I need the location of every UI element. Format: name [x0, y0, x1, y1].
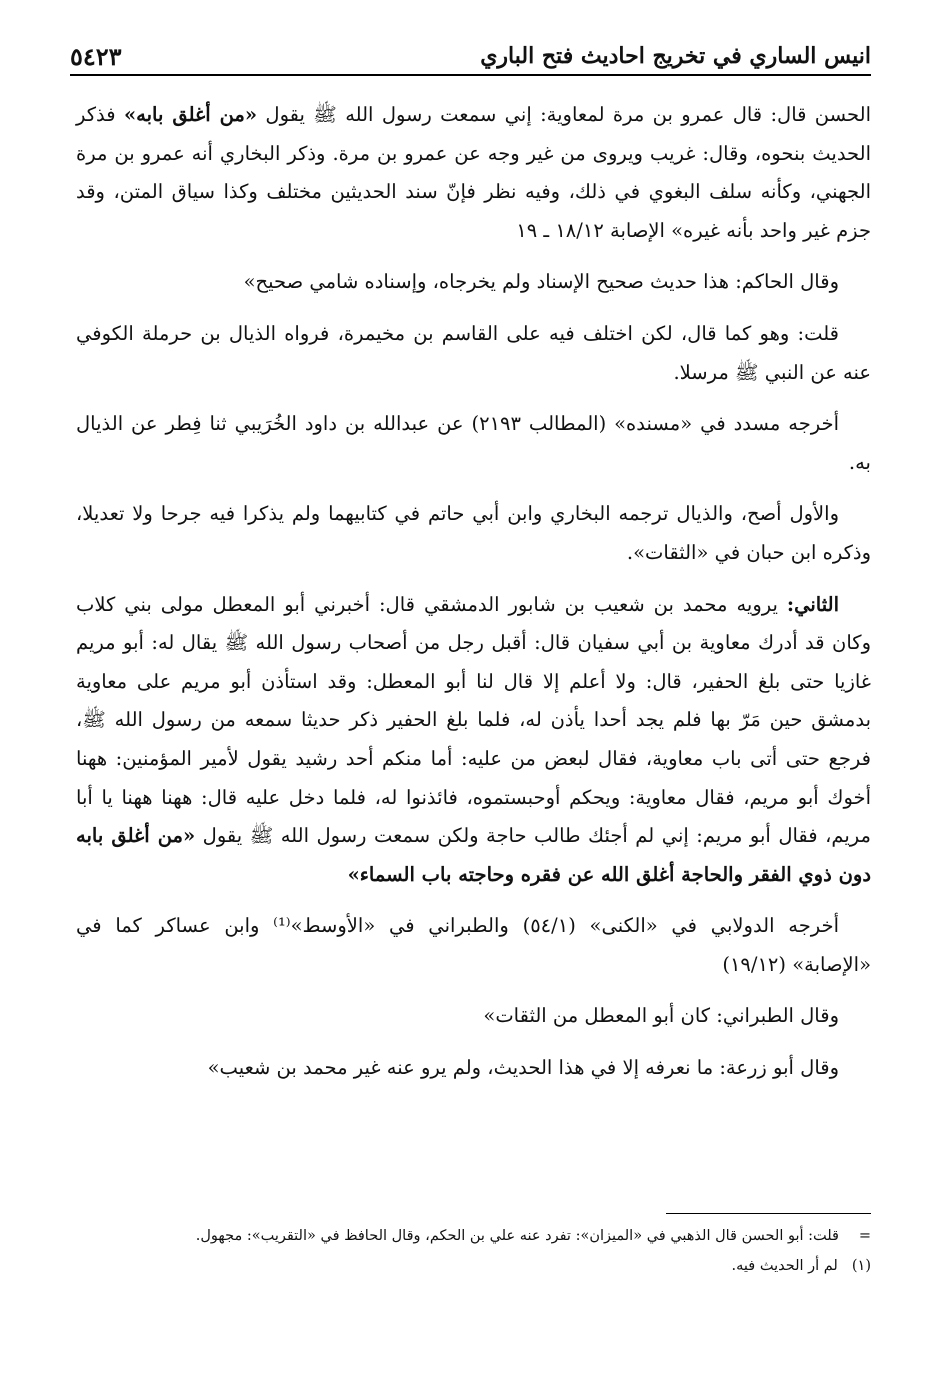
- bold-text: «من أغلق بابه»: [123, 103, 258, 126]
- paragraph-p9: [76, 1049, 871, 1088]
- text-run: الحسن قال: قال عمرو بن مرة لمعاوية: إني سمعت رسول الله ﷺ يقول: [257, 103, 871, 126]
- footnote-text: لم أر الحديث فيه.: [731, 1258, 838, 1274]
- paragraph-p8: [76, 997, 871, 1036]
- bold-text: الثاني:: [786, 592, 839, 616]
- text-run: والأول أصح، والذيال ترجمه البخاري وابن أبي حاتم في كتابيهما ولم يذكرا فيه جرحا ولا تعديلا، وذكره ابن حبان في «الثقات».: [76, 502, 871, 564]
- footnotes: [80, 1222, 871, 1282]
- footnote-mark: =: [858, 1228, 871, 1244]
- paragraph-p2: [76, 263, 871, 302]
- paragraph-p5: [76, 495, 871, 572]
- footnote-mark: (١): [851, 1258, 871, 1274]
- paragraph-p4: [76, 405, 871, 482]
- text-run: أخرجه الدولابي في «الكنى» (٥٤/١) والطبراني في «الأوسط»⁽¹⁾ وابن عساكر كما في «الإصابة» (١٩/١٢): [76, 914, 871, 976]
- footnote: [80, 1252, 871, 1280]
- running-header: [70, 38, 871, 76]
- text-run: قلت: وهو كما قال، لكن اختلف فيه على القاسم بن مخيمرة، فرواه الذيال بن حرملة الكوفي عنه عن النبي ﷺ مرسلا.: [76, 321, 871, 384]
- paragraph-p7: [76, 907, 871, 984]
- paragraph-p6: [76, 586, 871, 895]
- page-number: ٥٤٢٣: [70, 41, 122, 71]
- text-run: وقال الطبراني: كان أبو المعطل من الثقات»: [483, 1004, 839, 1028]
- paragraph-p3: [76, 315, 871, 392]
- text-run: فذكر الحديث بنحوه، وقال: غريب ويروى من غير وجه عن عمرو بن مرة. وذكر البخاري أنه عمرو بن مرة الجهني، وكأنه سلف البغوي في ذلك، وفيه نظر فإنّ سند الحديثين مختلف وكذا سياق المتن، وقد جزم غير واحد بأنه غيره» الإصابة ١٨/١٢ ـ ١٩: [76, 103, 871, 242]
- text-run: وقال الحاكم: هذا حديث صحيح الإسناد ولم يخرجاه، وإسناده شامي صحيح»: [243, 270, 839, 294]
- text-run: يرويه محمد بن شعيب بن شابور الدمشقي قال: أخبرني أبو المعطل مولى بني كلاب وكان قد أدرك معاوية بن أبي سفيان قال: أقبل رجل من أصحاب رسول الله ﷺ يقال له: أبو مريم غازيا حتى بلغ الحفير، قال: ولا أعلم إلا قال لنا أبو المعطل: وقد استأذن أبو مريم على معاوية بدمشق حين مَرّ بها فلم يجد أحدا يأذن له، فلما بلغ الحفير ذكر حديثا سمعه من رسول الله ﷺ، فرجع حتى أتى باب معاوية، فقال لبعض من عليه: أما منكم أحد رشيد يقول لأمير المؤمنين: ههنا أخوك أبو مريم، فقال معاوية: ويحكم أوحبستموه، فائذنوا له، فلما دخل عليه قال: ههنا ههنا يا أبا مريم، فقال أبو مريم: إني لم أجئك طالب حاجة ولكن سمعت رسول الله ﷺ يقول: [76, 592, 871, 848]
- footnote-separator: [666, 1213, 871, 1214]
- main-text: [76, 96, 871, 1101]
- paragraph-p1: [76, 96, 871, 250]
- book-title: انيس الساري في تخريج احاديث فتح الباري: [480, 43, 871, 69]
- footnote-text: قلت: أبو الحسن قال الذهبي في «الميزان»: تفرد عنه علي بن الحكم، وقال الحافظ في «التقريب»: مجهول.: [195, 1228, 839, 1244]
- footnote: [80, 1222, 871, 1250]
- text-run: أخرجه مسدد في «مسنده» (المطالب ٢١٩٣) عن عبدالله بن داود الخُرَيبي ثنا فِطر عن الذيال به.: [76, 412, 871, 474]
- bold-text: «من أغلق بابه دون ذوي الفقر والحاجة أغلق الله عن فقره وحاجته باب السماء»: [76, 824, 871, 886]
- text-run: وقال أبو زرعة: ما نعرفه إلا في هذا الحديث، ولم يرو عنه غير محمد بن شعيب»: [207, 1056, 839, 1080]
